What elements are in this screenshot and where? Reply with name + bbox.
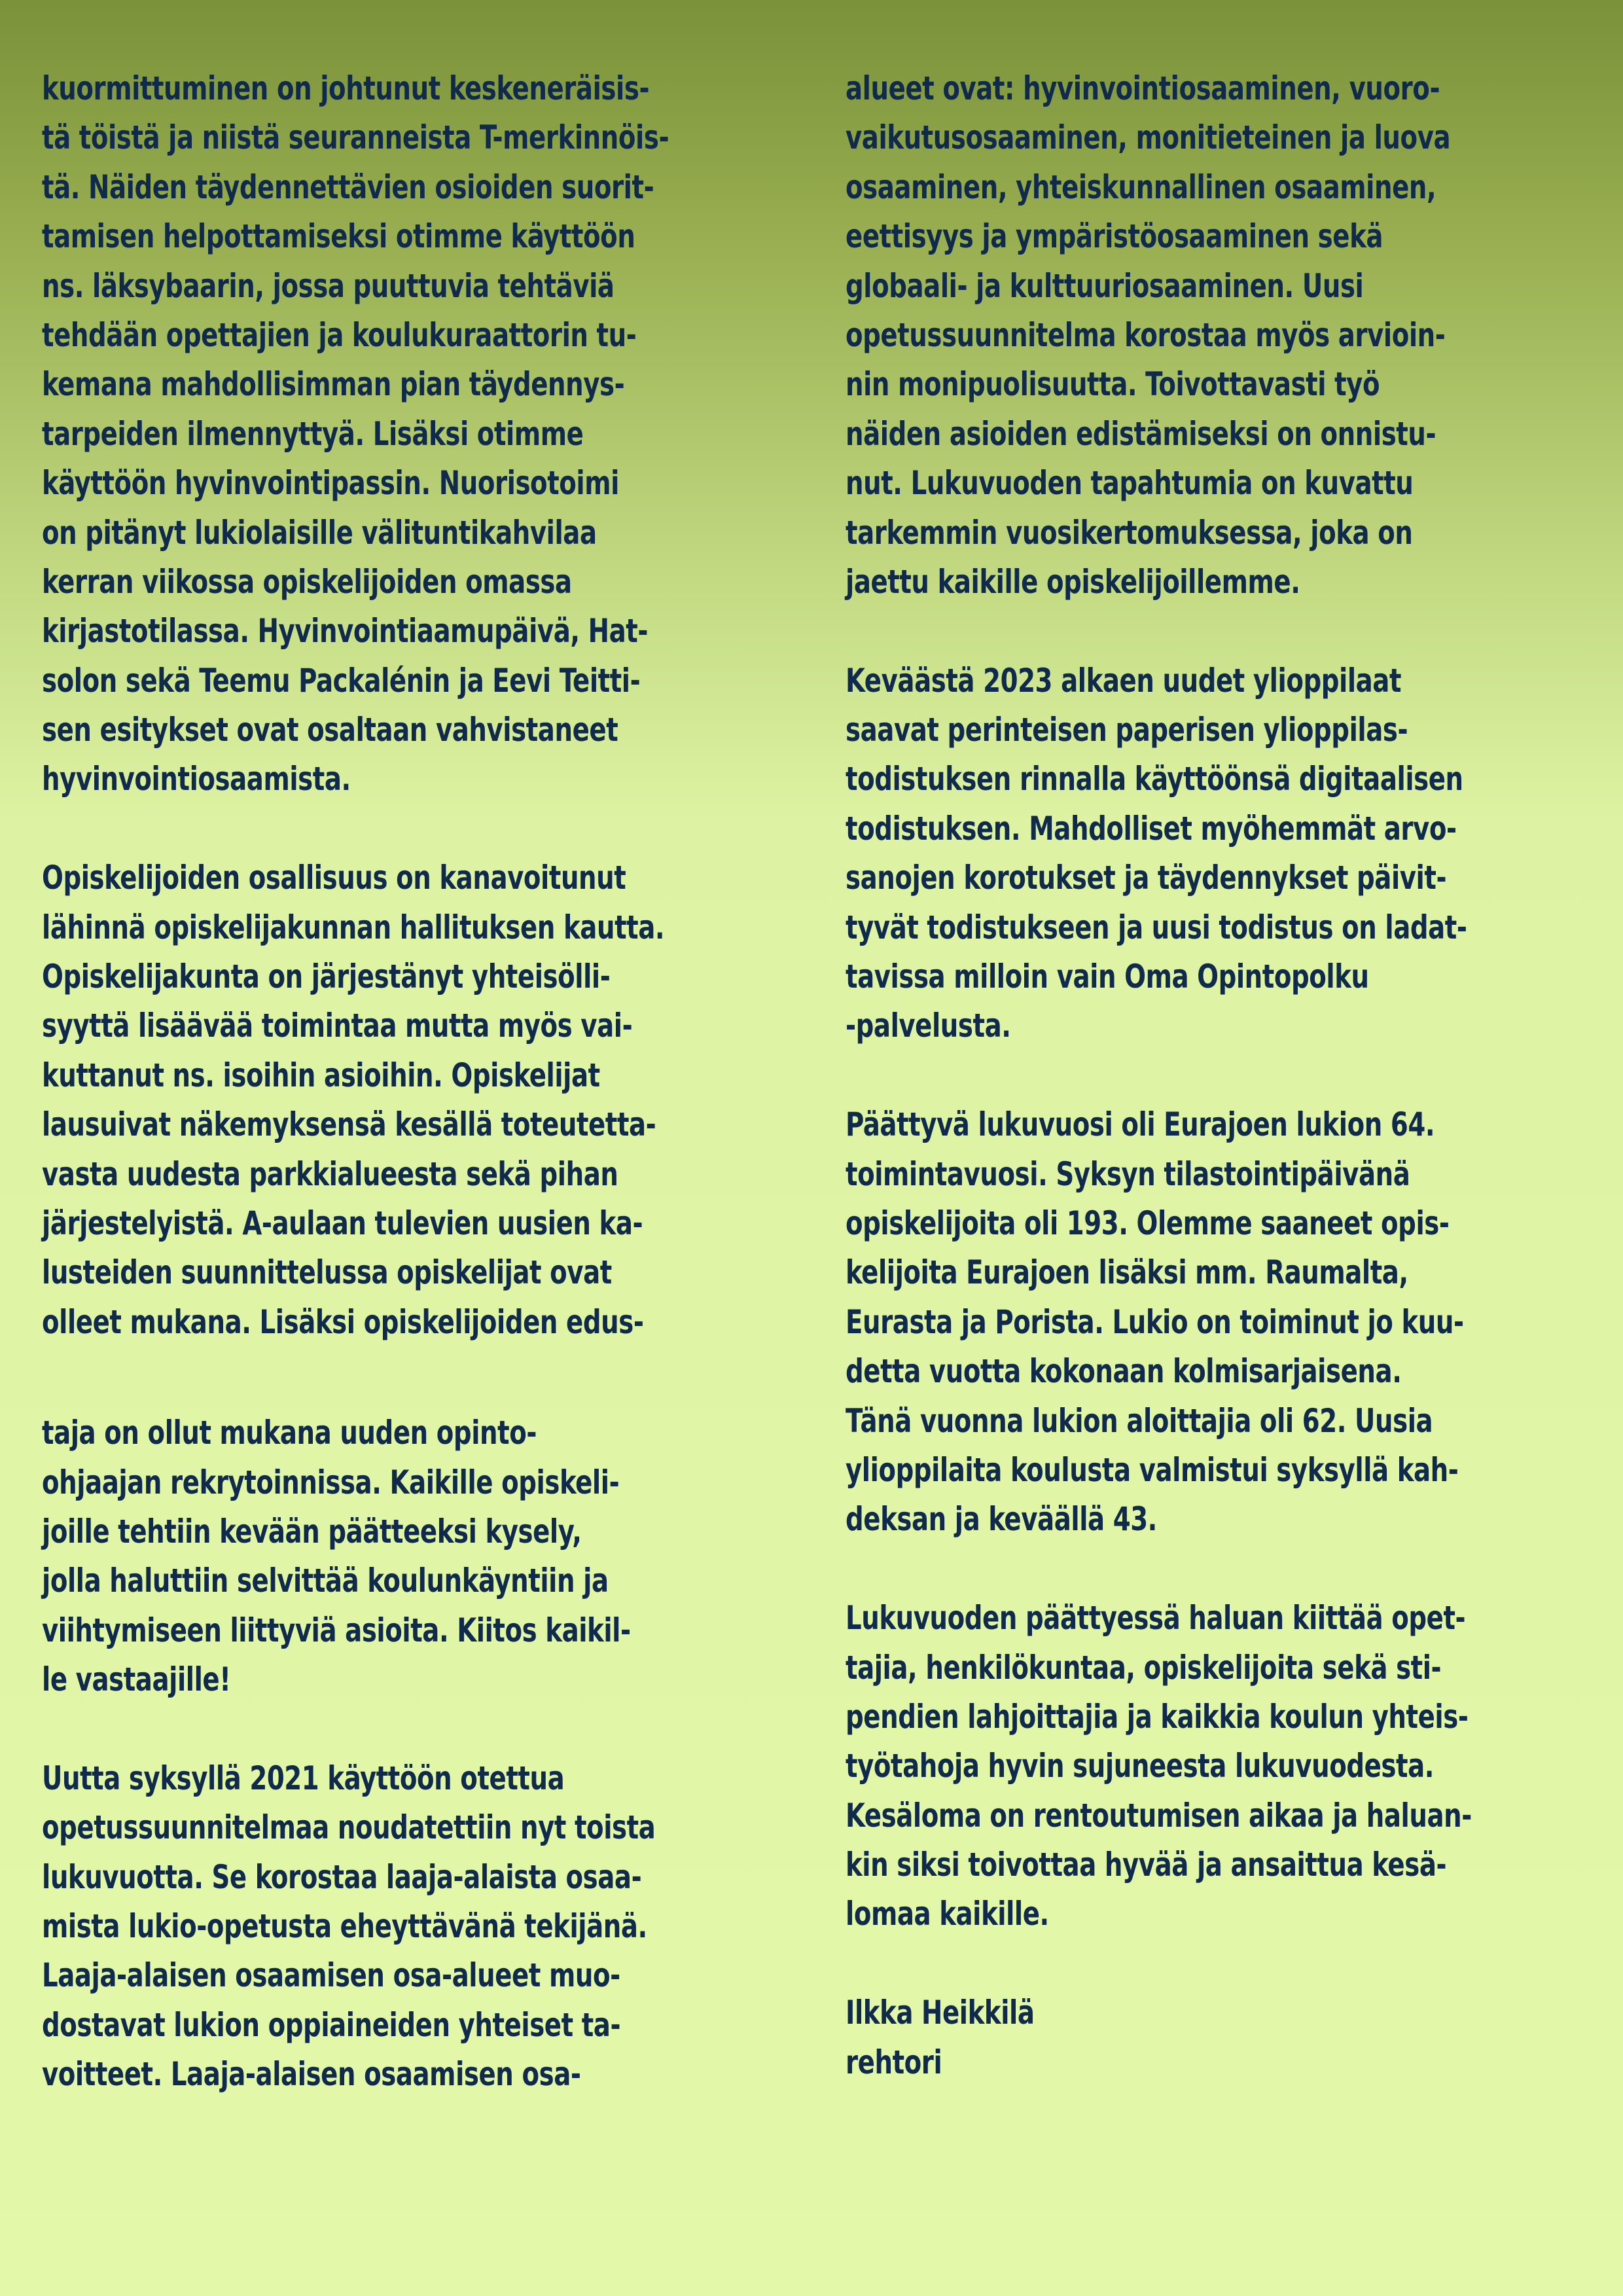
paragraph-competence-areas <box>846 64 1552 607</box>
text-line: tarkemmin vuosikertomuksessa, joka on <box>846 513 1413 552</box>
signature-name: Ilkka Heikkilä <box>846 1994 1035 2032</box>
text-line: ns. läksybaarin, jossa puuttuvia tehtäviä <box>42 266 615 305</box>
paragraph-wellbeing <box>42 64 749 804</box>
text-line: kerran viikossa opiskelijoiden omassa <box>42 562 572 601</box>
text-line: Laaja-alaisen osaamisen osa-alueet muo- <box>42 1956 620 1995</box>
text-line: näiden asioiden edistämiseksi on onnistu- <box>846 414 1436 453</box>
text-line: jaettu kaikille opiskelijoillemme. <box>846 562 1300 601</box>
text-line: sen esitykset ovat osaltaan vahvistaneet <box>42 711 618 749</box>
text-line: tamisen helpottamiseksi otimme käyttöön <box>42 217 635 256</box>
text-line: ylioppilaita koulusta valmistui syksyllä kah- <box>846 1450 1459 1489</box>
text-line: tehdään opettajien ja koulukuraattorin tu- <box>42 315 637 354</box>
text-line: viihtymiseen liittyviä asioita. Kiitos kaikil- <box>42 1611 631 1649</box>
text-line: -palvelusta. <box>846 1007 1011 1045</box>
text-line: on pitänyt lukiolaisille välituntikahvilaa <box>42 513 597 552</box>
text-line: nin monipuolisuutta. Toivottavasti työ <box>846 365 1380 404</box>
text-line: globaali- ja kulttuuriosaaminen. Uusi <box>846 266 1364 305</box>
text-line: Kesäloma on rentoutumisen aikaa ja haluan- <box>846 1796 1472 1835</box>
text-line: le vastaajille! <box>42 1660 231 1699</box>
text-line: opetussuunnitelmaa noudatettiin nyt toista <box>42 1808 656 1847</box>
text-line: Opiskelijakunta on järjestänyt yhteisölli- <box>42 958 611 996</box>
text-line: kirjastotilassa. Hyvinvointiaamupäivä, Hat- <box>42 612 648 651</box>
text-line: Opiskelijoiden osallisuus on kanavoitunut <box>42 859 626 897</box>
text-line: Uutta syksyllä 2021 käyttöön otettua <box>42 1759 565 1797</box>
text-line: joille tehtiin kevään päätteeksi kysely, <box>42 1512 582 1551</box>
text-line: Päättyvä lukuvuosi oli Eurajoen lukion 64. <box>846 1105 1435 1144</box>
text-line: lomaa kaikille. <box>846 1895 1049 1933</box>
text-line: syyttä lisäävää toimintaa mutta myös vai- <box>42 1007 633 1045</box>
text-line: hyvinvointiosaamista. <box>42 760 351 798</box>
text-line: taja on ollut mukana uuden opinto- <box>42 1414 537 1452</box>
signature-block <box>846 1988 1552 2087</box>
text-line: todistuksen. Mahdolliset myöhemmät arvo- <box>846 809 1457 848</box>
text-line: tä töistä ja niistä seuranneista T-merkinnöis- <box>42 118 669 157</box>
text-line: opiskelijoita oli 193. Olemme saaneet opis- <box>846 1204 1450 1242</box>
text-line: detta vuotta kokonaan kolmisarjaisena. <box>846 1352 1402 1391</box>
paragraph-curriculum <box>42 1754 749 2100</box>
text-line: opetussuunnitelma korostaa myös arvioin- <box>846 315 1446 354</box>
text-line: kuormittuminen on johtunut keskeneräisis- <box>42 69 650 107</box>
text-line: tyvät todistukseen ja uusi todistus on ladat- <box>846 908 1467 946</box>
text-line: työtahoja hyvin sujuneesta lukuvuodesta. <box>846 1747 1435 1785</box>
text-line: tarpeiden ilmennyttyä. Lisäksi otimme <box>42 414 584 453</box>
text-line: alueet ovat: hyvinvointiosaaminen, vuoro- <box>846 69 1440 107</box>
text-line: Keväästä 2023 alkaen uudet ylioppilaat <box>846 661 1402 700</box>
text-line: lusteiden suunnittelussa opiskelijat ovat <box>42 1253 612 1292</box>
text-line: deksan ja keväällä 43. <box>846 1500 1157 1539</box>
signature-title: rehtori <box>846 2043 942 2081</box>
text-line: kelijoita Eurajoen lisäksi mm. Raumalta, <box>846 1253 1408 1292</box>
text-line: tavissa milloin vain Oma Opintopolku <box>846 958 1369 996</box>
left-column <box>42 64 749 2100</box>
paragraph-thanks <box>846 1594 1552 1939</box>
text-line: mista lukio-opetusta eheyttävänä tekijänä. <box>42 1907 647 1946</box>
text-line: kuttanut ns. isoihin asioihin. Opiskelijat <box>42 1056 600 1094</box>
text-line: jolla haluttiin selvittää koulunkäyntiin ja <box>42 1562 609 1600</box>
text-line: Tänä vuonna lukion aloittajia oli 62. Uusia <box>846 1401 1433 1440</box>
paragraph-student-participation <box>42 853 749 1347</box>
text-line: todistuksen rinnalla käyttöönsä digitaalisen <box>846 760 1463 798</box>
text-line: Eurasta ja Porista. Lukio on toiminut jo kuu- <box>846 1302 1464 1341</box>
text-line: tajia, henkilökuntaa, opiskelijoita sekä sti- <box>846 1648 1442 1687</box>
paragraph-student-survey <box>42 1408 749 1704</box>
text-line: käyttöön hyvinvointipassin. Nuorisotoimi <box>42 464 619 503</box>
text-line: olleet mukana. Lisäksi opiskelijoiden edus- <box>42 1302 644 1341</box>
text-line: osaaminen, yhteiskunnallinen osaaminen, <box>846 168 1436 206</box>
text-line: pendien lahjoittajia ja kaikkia koulun yhteis- <box>846 1697 1469 1736</box>
text-line: eettisyys ja ympäristöosaaminen sekä <box>846 217 1383 256</box>
text-line: toimintavuosi. Syksyn tilastointipäivänä <box>846 1155 1410 1193</box>
text-line: sanojen korotukset ja täydennykset päivit- <box>846 859 1447 897</box>
text-line: kemana mahdollisimman pian täydennys- <box>42 365 625 404</box>
text-line: saavat perinteisen paperisen ylioppilas- <box>846 711 1408 749</box>
right-column <box>846 64 1552 2087</box>
text-line: dostavat lukion oppiaineiden yhteiset ta- <box>42 2005 621 2044</box>
text-line: järjestelyistä. A-aulaan tulevien uusien ka- <box>42 1204 643 1242</box>
text-line: lähinnä opiskelijakunnan hallituksen kautta. <box>42 908 665 946</box>
text-line: solon sekä Teemu Packalénin ja Eevi Teitti- <box>42 661 641 700</box>
text-line: tä. Näiden täydennettävien osioiden suorit- <box>42 168 654 206</box>
text-line: Lukuvuoden päättyessä haluan kiittää opet- <box>846 1599 1466 1638</box>
text-line: ohjaajan rekrytoinnissa. Kaikille opiskeli- <box>42 1463 620 1501</box>
paragraph-digital-certificate <box>846 656 1552 1051</box>
text-line: lausuivat näkemyksensä kesällä toteutetta- <box>42 1105 656 1144</box>
text-line: lukuvuotta. Se korostaa laaja-alaista osaa- <box>42 1857 642 1896</box>
text-line: vaikutusosaaminen, monitieteinen ja luova <box>846 118 1451 157</box>
text-line: nut. Lukuvuoden tapahtumia on kuvattu <box>846 464 1414 503</box>
text-line: kin siksi toivottaa hyvää ja ansaittua kesä- <box>846 1846 1447 1884</box>
text-line: vasta uudesta parkkialueesta sekä pihan <box>42 1155 618 1193</box>
text-line: voitteet. Laaja-alaisen osaamisen osa- <box>42 2055 581 2094</box>
paragraph-school-statistics <box>846 1100 1552 1545</box>
